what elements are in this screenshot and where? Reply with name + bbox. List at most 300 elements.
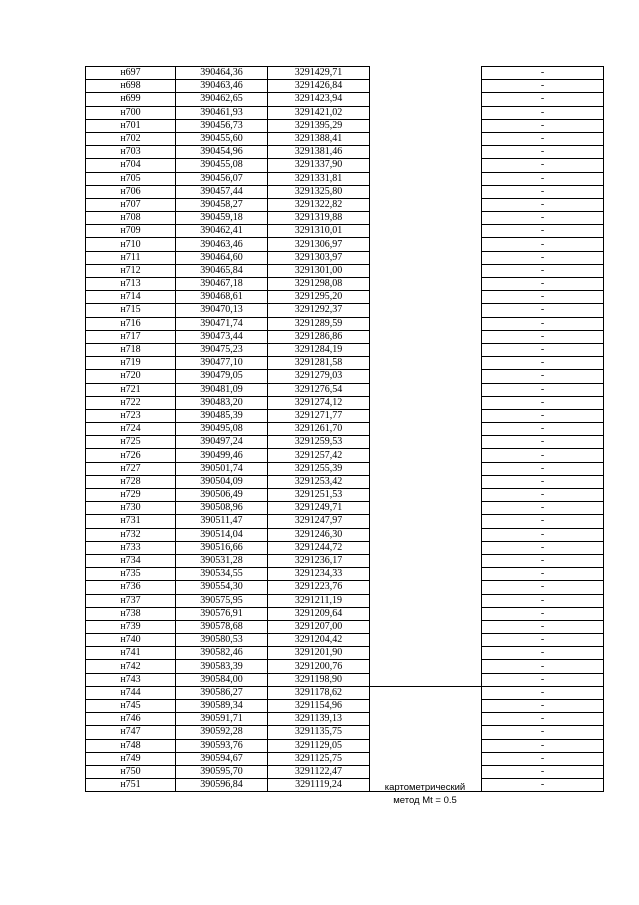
x-coordinate-cell: 390504,09 — [176, 475, 268, 488]
table-row — [86, 423, 604, 436]
method-line-2: метод Mt = 0.5 — [393, 795, 457, 806]
y-coordinate-cell: 3291255,39 — [268, 462, 370, 475]
table-row — [86, 634, 604, 647]
point-id-cell: н703 — [86, 146, 176, 159]
x-coordinate-cell: 390589,34 — [176, 700, 268, 713]
point-id-cell: н714 — [86, 291, 176, 304]
table-row — [86, 475, 604, 488]
method-cell — [370, 304, 482, 317]
table-row — [86, 594, 604, 607]
accuracy-cell: - — [482, 634, 604, 647]
table-row — [86, 146, 604, 159]
method-cell — [370, 212, 482, 225]
y-coordinate-cell: 3291325,80 — [268, 185, 370, 198]
x-coordinate-cell: 390534,55 — [176, 568, 268, 581]
table-row — [86, 647, 604, 660]
accuracy-cell: - — [482, 370, 604, 383]
method-cell — [370, 515, 482, 528]
y-coordinate-cell: 3291257,42 — [268, 449, 370, 462]
y-coordinate-cell: 3291303,97 — [268, 251, 370, 264]
accuracy-cell: - — [482, 660, 604, 673]
point-id-cell: н719 — [86, 357, 176, 370]
y-coordinate-cell: 3291286,86 — [268, 330, 370, 343]
accuracy-cell: - — [482, 330, 604, 343]
x-coordinate-cell: 390576,91 — [176, 607, 268, 620]
point-id-cell: н747 — [86, 726, 176, 739]
table-row — [86, 686, 604, 699]
point-id-cell: н699 — [86, 93, 176, 106]
y-coordinate-cell: 3291429,71 — [268, 67, 370, 80]
table-row — [86, 119, 604, 132]
point-id-cell: н708 — [86, 212, 176, 225]
point-id-cell: н701 — [86, 119, 176, 132]
point-id-cell: н742 — [86, 660, 176, 673]
table-row — [86, 93, 604, 106]
x-coordinate-cell: 390463,46 — [176, 238, 268, 251]
accuracy-cell: - — [482, 93, 604, 106]
accuracy-cell: - — [482, 185, 604, 198]
point-id-cell: н709 — [86, 225, 176, 238]
point-id-cell: н732 — [86, 528, 176, 541]
point-id-cell: н751 — [86, 779, 176, 792]
accuracy-cell: - — [482, 67, 604, 80]
point-id-cell: н710 — [86, 238, 176, 251]
point-id-cell: н700 — [86, 106, 176, 119]
point-id-cell: н746 — [86, 713, 176, 726]
method-cell — [370, 752, 482, 765]
method-cell — [370, 634, 482, 647]
method-cell — [370, 357, 482, 370]
y-coordinate-cell: 3291139,13 — [268, 713, 370, 726]
accuracy-cell: - — [482, 449, 604, 462]
x-coordinate-cell: 390554,30 — [176, 581, 268, 594]
method-cell — [370, 436, 482, 449]
measurement-method-note — [369, 781, 481, 807]
method-cell — [370, 423, 482, 436]
y-coordinate-cell: 3291201,90 — [268, 647, 370, 660]
accuracy-cell: - — [482, 594, 604, 607]
point-id-cell: н724 — [86, 423, 176, 436]
accuracy-cell: - — [482, 607, 604, 620]
y-coordinate-cell: 3291251,53 — [268, 489, 370, 502]
method-cell — [370, 409, 482, 422]
table-row — [86, 264, 604, 277]
y-coordinate-cell: 3291423,94 — [268, 93, 370, 106]
y-coordinate-cell: 3291236,17 — [268, 554, 370, 567]
x-coordinate-cell: 390514,04 — [176, 528, 268, 541]
table-row — [86, 396, 604, 409]
method-cell — [370, 475, 482, 488]
coordinates-table-body — [86, 67, 604, 792]
accuracy-cell: - — [482, 541, 604, 554]
y-coordinate-cell: 3291259,53 — [268, 436, 370, 449]
x-coordinate-cell: 390462,65 — [176, 93, 268, 106]
table-row — [86, 225, 604, 238]
table-row — [86, 462, 604, 475]
x-coordinate-cell: 390582,46 — [176, 647, 268, 660]
x-coordinate-cell: 390455,08 — [176, 159, 268, 172]
accuracy-cell: - — [482, 172, 604, 185]
table-row — [86, 172, 604, 185]
y-coordinate-cell: 3291198,90 — [268, 673, 370, 686]
x-coordinate-cell: 390495,08 — [176, 423, 268, 436]
accuracy-cell: - — [482, 554, 604, 567]
method-cell — [370, 370, 482, 383]
method-cell — [370, 343, 482, 356]
method-cell — [370, 238, 482, 251]
x-coordinate-cell: 390497,24 — [176, 436, 268, 449]
accuracy-cell: - — [482, 752, 604, 765]
y-coordinate-cell: 3291253,42 — [268, 475, 370, 488]
y-coordinate-cell: 3291246,30 — [268, 528, 370, 541]
x-coordinate-cell: 390596,84 — [176, 779, 268, 792]
point-id-cell: н697 — [86, 67, 176, 80]
point-id-cell: н750 — [86, 765, 176, 778]
accuracy-cell: - — [482, 106, 604, 119]
method-cell — [370, 396, 482, 409]
table-row — [86, 80, 604, 93]
x-coordinate-cell: 390583,39 — [176, 660, 268, 673]
point-id-cell: н712 — [86, 264, 176, 277]
y-coordinate-cell: 3291129,05 — [268, 739, 370, 752]
accuracy-cell: - — [482, 396, 604, 409]
method-cell — [370, 647, 482, 660]
table-row — [86, 620, 604, 633]
accuracy-cell: - — [482, 146, 604, 159]
table-row — [86, 739, 604, 752]
x-coordinate-cell: 390454,96 — [176, 146, 268, 159]
point-id-cell: н706 — [86, 185, 176, 198]
point-id-cell: н715 — [86, 304, 176, 317]
table-row — [86, 489, 604, 502]
point-id-cell: н698 — [86, 80, 176, 93]
accuracy-cell: - — [482, 357, 604, 370]
x-coordinate-cell: 390580,53 — [176, 634, 268, 647]
y-coordinate-cell: 3291310,01 — [268, 225, 370, 238]
method-cell — [370, 330, 482, 343]
table-row — [86, 765, 604, 778]
method-cell — [370, 93, 482, 106]
method-cell — [370, 278, 482, 291]
table-row — [86, 541, 604, 554]
accuracy-cell: - — [482, 409, 604, 422]
y-coordinate-cell: 3291154,96 — [268, 700, 370, 713]
y-coordinate-cell: 3291381,46 — [268, 146, 370, 159]
method-cell — [370, 159, 482, 172]
accuracy-cell: - — [482, 568, 604, 581]
method-cell — [370, 80, 482, 93]
accuracy-cell: - — [482, 119, 604, 132]
y-coordinate-cell: 3291337,90 — [268, 159, 370, 172]
x-coordinate-cell: 390595,70 — [176, 765, 268, 778]
point-id-cell: н728 — [86, 475, 176, 488]
accuracy-cell: - — [482, 264, 604, 277]
accuracy-cell: - — [482, 251, 604, 264]
y-coordinate-cell: 3291276,54 — [268, 383, 370, 396]
x-coordinate-cell: 390471,74 — [176, 317, 268, 330]
method-cell — [370, 700, 482, 713]
x-coordinate-cell: 390470,13 — [176, 304, 268, 317]
y-coordinate-cell: 3291298,08 — [268, 278, 370, 291]
y-coordinate-cell: 3291223,76 — [268, 581, 370, 594]
accuracy-cell: - — [482, 212, 604, 225]
y-coordinate-cell: 3291244,72 — [268, 541, 370, 554]
x-coordinate-cell: 390591,71 — [176, 713, 268, 726]
table-row — [86, 726, 604, 739]
x-coordinate-cell: 390468,61 — [176, 291, 268, 304]
table-row — [86, 106, 604, 119]
table-row — [86, 159, 604, 172]
table-row — [86, 330, 604, 343]
x-coordinate-cell: 390481,09 — [176, 383, 268, 396]
x-coordinate-cell: 390473,44 — [176, 330, 268, 343]
y-coordinate-cell: 3291322,82 — [268, 198, 370, 211]
accuracy-cell: - — [482, 647, 604, 660]
x-coordinate-cell: 390465,84 — [176, 264, 268, 277]
y-coordinate-cell: 3291135,75 — [268, 726, 370, 739]
table-row — [86, 568, 604, 581]
y-coordinate-cell: 3291274,12 — [268, 396, 370, 409]
y-coordinate-cell: 3291209,64 — [268, 607, 370, 620]
x-coordinate-cell: 390501,74 — [176, 462, 268, 475]
method-cell — [370, 620, 482, 633]
y-coordinate-cell: 3291119,24 — [268, 779, 370, 792]
point-id-cell: н704 — [86, 159, 176, 172]
y-coordinate-cell: 3291211,19 — [268, 594, 370, 607]
point-id-cell: н748 — [86, 739, 176, 752]
method-cell — [370, 594, 482, 607]
point-id-cell: н734 — [86, 554, 176, 567]
accuracy-cell: - — [482, 462, 604, 475]
table-row — [86, 291, 604, 304]
x-coordinate-cell: 390483,20 — [176, 396, 268, 409]
point-id-cell: н705 — [86, 172, 176, 185]
method-cell — [370, 317, 482, 330]
table-row — [86, 554, 604, 567]
method-cell — [370, 383, 482, 396]
point-id-cell: н741 — [86, 647, 176, 660]
accuracy-cell: - — [482, 726, 604, 739]
table-row — [86, 660, 604, 673]
x-coordinate-cell: 390464,60 — [176, 251, 268, 264]
x-coordinate-cell: 390586,27 — [176, 686, 268, 699]
point-id-cell: н736 — [86, 581, 176, 594]
point-id-cell: н733 — [86, 541, 176, 554]
y-coordinate-cell: 3291426,84 — [268, 80, 370, 93]
x-coordinate-cell: 390511,47 — [176, 515, 268, 528]
table-row — [86, 238, 604, 251]
method-cell — [370, 554, 482, 567]
accuracy-cell: - — [482, 238, 604, 251]
method-cell — [370, 726, 482, 739]
y-coordinate-cell: 3291207,00 — [268, 620, 370, 633]
method-cell — [370, 225, 482, 238]
x-coordinate-cell: 390593,76 — [176, 739, 268, 752]
method-cell — [370, 528, 482, 541]
y-coordinate-cell: 3291249,71 — [268, 502, 370, 515]
accuracy-cell: - — [482, 132, 604, 145]
table-row — [86, 198, 604, 211]
point-id-cell: н726 — [86, 449, 176, 462]
table-row — [86, 278, 604, 291]
y-coordinate-cell: 3291421,02 — [268, 106, 370, 119]
point-id-cell: н713 — [86, 278, 176, 291]
x-coordinate-cell: 390499,46 — [176, 449, 268, 462]
table-row — [86, 673, 604, 686]
y-coordinate-cell: 3291292,37 — [268, 304, 370, 317]
method-cell — [370, 660, 482, 673]
y-coordinate-cell: 3291281,58 — [268, 357, 370, 370]
method-cell — [370, 489, 482, 502]
point-id-cell: н702 — [86, 132, 176, 145]
y-coordinate-cell: 3291125,75 — [268, 752, 370, 765]
table-row — [86, 132, 604, 145]
point-id-cell: н722 — [86, 396, 176, 409]
accuracy-cell: - — [482, 383, 604, 396]
accuracy-cell: - — [482, 423, 604, 436]
point-id-cell: н749 — [86, 752, 176, 765]
method-line-1: картометрический — [384, 782, 466, 793]
point-id-cell: н738 — [86, 607, 176, 620]
x-coordinate-cell: 390458,27 — [176, 198, 268, 211]
table-row — [86, 581, 604, 594]
method-cell — [370, 67, 482, 80]
x-coordinate-cell: 390477,10 — [176, 357, 268, 370]
method-cell — [370, 198, 482, 211]
table-row — [86, 383, 604, 396]
method-cell — [370, 132, 482, 145]
table-row — [86, 67, 604, 80]
table-row — [86, 449, 604, 462]
table-row — [86, 317, 604, 330]
x-coordinate-cell: 390479,05 — [176, 370, 268, 383]
accuracy-cell: - — [482, 291, 604, 304]
method-cell — [370, 462, 482, 475]
method-cell — [370, 765, 482, 778]
x-coordinate-cell: 390467,18 — [176, 278, 268, 291]
y-coordinate-cell: 3291204,42 — [268, 634, 370, 647]
accuracy-cell: - — [482, 779, 604, 792]
x-coordinate-cell: 390592,28 — [176, 726, 268, 739]
table-row — [86, 436, 604, 449]
x-coordinate-cell: 390464,36 — [176, 67, 268, 80]
table-row — [86, 752, 604, 765]
table-row — [86, 528, 604, 541]
method-cell — [370, 713, 482, 726]
y-coordinate-cell: 3291395,29 — [268, 119, 370, 132]
point-id-cell: н739 — [86, 620, 176, 633]
point-id-cell: н727 — [86, 462, 176, 475]
accuracy-cell: - — [482, 765, 604, 778]
accuracy-cell: - — [482, 198, 604, 211]
table-row — [86, 212, 604, 225]
y-coordinate-cell: 3291388,41 — [268, 132, 370, 145]
accuracy-cell: - — [482, 304, 604, 317]
method-cell — [370, 119, 482, 132]
x-coordinate-cell: 390575,95 — [176, 594, 268, 607]
accuracy-cell: - — [482, 436, 604, 449]
x-coordinate-cell: 390457,44 — [176, 185, 268, 198]
accuracy-cell: - — [482, 528, 604, 541]
accuracy-cell: - — [482, 489, 604, 502]
point-id-cell: н745 — [86, 700, 176, 713]
x-coordinate-cell: 390459,18 — [176, 212, 268, 225]
y-coordinate-cell: 3291200,76 — [268, 660, 370, 673]
table-row — [86, 185, 604, 198]
table-row — [86, 700, 604, 713]
table-row — [86, 343, 604, 356]
table-row — [86, 370, 604, 383]
method-cell — [370, 739, 482, 752]
table-row — [86, 515, 604, 528]
y-coordinate-cell: 3291295,20 — [268, 291, 370, 304]
y-coordinate-cell: 3291261,70 — [268, 423, 370, 436]
accuracy-cell: - — [482, 581, 604, 594]
point-id-cell: н711 — [86, 251, 176, 264]
accuracy-cell: - — [482, 700, 604, 713]
method-cell — [370, 251, 482, 264]
point-id-cell: н731 — [86, 515, 176, 528]
accuracy-cell: - — [482, 673, 604, 686]
point-id-cell: н720 — [86, 370, 176, 383]
x-coordinate-cell: 390461,93 — [176, 106, 268, 119]
x-coordinate-cell: 390516,66 — [176, 541, 268, 554]
method-cell — [370, 581, 482, 594]
accuracy-cell: - — [482, 278, 604, 291]
method-cell — [370, 607, 482, 620]
x-coordinate-cell: 390485,39 — [176, 409, 268, 422]
point-id-cell: н729 — [86, 489, 176, 502]
table-row — [86, 779, 604, 792]
x-coordinate-cell: 390584,00 — [176, 673, 268, 686]
accuracy-cell: - — [482, 225, 604, 238]
accuracy-cell: - — [482, 80, 604, 93]
method-cell — [370, 146, 482, 159]
y-coordinate-cell: 3291319,88 — [268, 212, 370, 225]
table-row — [86, 502, 604, 515]
table-row — [86, 357, 604, 370]
method-cell — [370, 449, 482, 462]
point-id-cell: н735 — [86, 568, 176, 581]
accuracy-cell: - — [482, 515, 604, 528]
x-coordinate-cell: 390594,67 — [176, 752, 268, 765]
method-cell — [370, 291, 482, 304]
y-coordinate-cell: 3291301,00 — [268, 264, 370, 277]
point-id-cell: н707 — [86, 198, 176, 211]
point-id-cell: н743 — [86, 673, 176, 686]
accuracy-cell: - — [482, 317, 604, 330]
coordinates-table — [85, 66, 604, 792]
x-coordinate-cell: 390456,07 — [176, 172, 268, 185]
method-cell — [370, 541, 482, 554]
accuracy-cell: - — [482, 620, 604, 633]
method-cell — [370, 172, 482, 185]
method-cell — [370, 568, 482, 581]
y-coordinate-cell: 3291289,59 — [268, 317, 370, 330]
y-coordinate-cell: 3291306,97 — [268, 238, 370, 251]
x-coordinate-cell: 390462,41 — [176, 225, 268, 238]
x-coordinate-cell: 390475,23 — [176, 343, 268, 356]
y-coordinate-cell: 3291247,97 — [268, 515, 370, 528]
y-coordinate-cell: 3291331,81 — [268, 172, 370, 185]
point-id-cell: н723 — [86, 409, 176, 422]
x-coordinate-cell: 390463,46 — [176, 80, 268, 93]
table-row — [86, 409, 604, 422]
point-id-cell: н740 — [86, 634, 176, 647]
y-coordinate-cell: 3291271,77 — [268, 409, 370, 422]
x-coordinate-cell: 390578,68 — [176, 620, 268, 633]
y-coordinate-cell: 3291284,19 — [268, 343, 370, 356]
